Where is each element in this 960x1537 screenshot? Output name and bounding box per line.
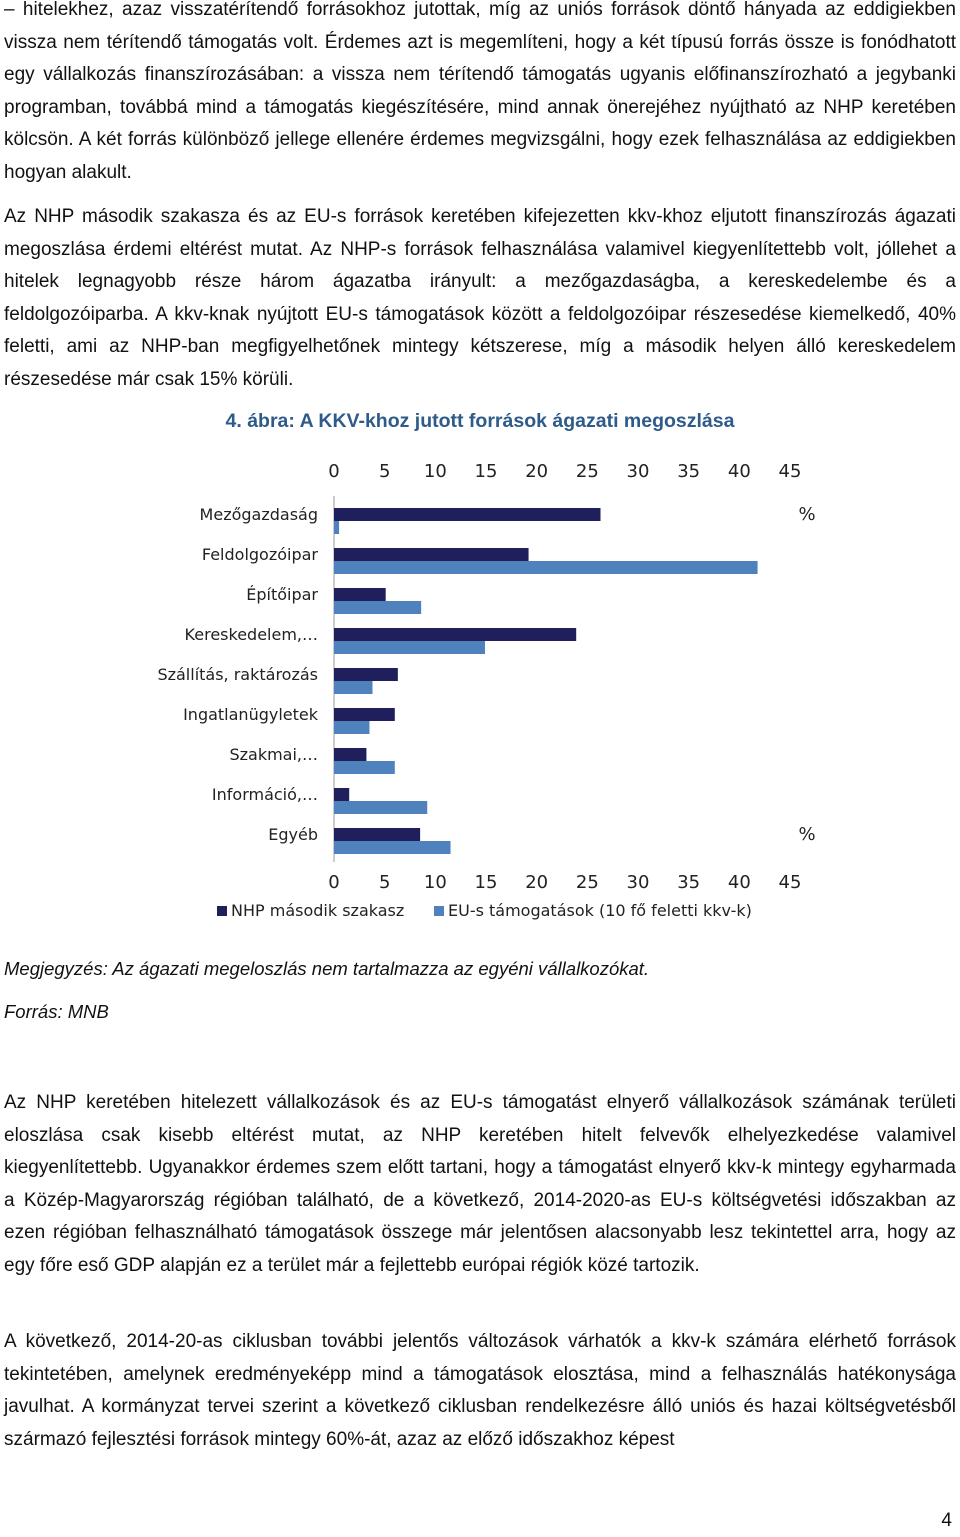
x-tick-label-bottom: 20 [525, 872, 549, 893]
bar-eu [334, 681, 373, 694]
paragraph-intro: – hitelekhez, azaz visszatérítendő forrásokhoz jutottak, míg az uniós források döntő hányada az eddigiekben vissza nem térítendő támogatás volt. Érdemes azt is megemlíteni, hogy a két típusú forrás össze is fonódhatott egy vállalkozás finanszírozásában: a vissza nem térítendő támogatás ugyanis előfinanszírozható a jegybanki programban, továbbá mind a támogatás kiegészítésére, mind annak önerejéhez nyújtható az NHP keretében kölcsön. A két forrás különböző jellege ellenére érdemes megvizsgálni, hogy ezek felhasználása az eddigiekben hogyan alakult. [4, 0, 956, 183]
x-tick-label-bottom: 5 [378, 872, 391, 893]
bar-nhp [334, 828, 420, 841]
category-label: Feldolgozóipar [201, 545, 318, 564]
x-tick-label-bottom: 25 [575, 872, 599, 893]
x-tick-label-top: 0 [328, 461, 340, 482]
legend-swatch [217, 906, 227, 916]
bar-eu [334, 761, 395, 774]
paragraph-regional-distribution: Az NHP keretében hitelezett vállalkozások és az EU-s támogatást elnyerő vállalkozások számának területi eloszlása csak kisebb eltérést mutat, az NHP keretében hitelt felvevők elhelyezkedése valamivel kiegyenlítettebb. Ugyanakkor érdemes szem előtt tartani, hogy a támogatást elnyerő kkv-k mintegy egyharmada a Közép-Magyarország régióban található, de a következő, 2014-2020-as EU-s költségvetési időszakban az ezen régióban felhasználható támogatások összege már jelentősen alacsonyabb lesz tekintettel arra, hogy az egy főre eső GDP alapján ez a terület már a fejlettebb európai régiók közé tartozik. [4, 1092, 956, 1276]
category-label: Mezőgazdaság [199, 505, 318, 524]
x-tick-label-top: 15 [474, 461, 498, 482]
x-tick-label-bottom: 30 [626, 872, 650, 893]
x-tick-label-bottom: 40 [727, 872, 751, 893]
category-label: Szállítás, raktározás [157, 665, 318, 684]
paragraph-sector-distribution: Az NHP második szakasza és az EU-s források keretében kifejezetten kkv-khoz eljutott finanszírozás ágazati megoszlása érdemi eltérést mutat. Az NHP-s források felhasználása valamivel kiegyenlítettebb volt, jóllehet a hitelek legnagyobb része három ágazatba irányult: a mezőgazdaságba, a kereskedelembe és a feldolgozóiparba. A kkv-knak nyújtott EU-s támogatások között a feldolgozóipar részesedése kiemelkedő, 40% feletti, ami az NHP-ban megfigyelhetőnek mintegy kétszerese, míg a második helyen álló kereskedelem részesedése már csak 15% körüli. [4, 206, 956, 390]
category-label: Egyéb [268, 825, 318, 844]
bar-nhp [334, 668, 398, 681]
page-number: 4 [941, 1510, 952, 1531]
unit-label-top: % [798, 504, 816, 525]
x-tick-label-top: 35 [677, 461, 701, 482]
x-tick-label-bottom: 15 [474, 872, 498, 893]
category-label: Építőipar [246, 585, 318, 604]
bar-nhp [334, 548, 529, 561]
x-tick-label-top: 25 [575, 461, 599, 482]
bar-eu [334, 641, 485, 654]
paragraph-next-cycle: A következő, 2014-20-as ciklusban további jelentős változások várhatók a kkv-k számára elérhető források tekintetében, amelynek eredményeképp mind a támogatások elosztása, mind a felhasználás hatékonysága javulhat. A kormányzat tervei szerint a következő ciklusban rendelkezésre álló uniós és hazai költségvetésből származó fejlesztési források mintegy 60%-át, azaz az előző időszakhoz képest [4, 1331, 956, 1450]
bar-nhp [334, 748, 366, 761]
bar-eu [334, 841, 451, 854]
bar-eu [334, 561, 758, 574]
bar-eu [334, 721, 369, 734]
figure-source: Forrás: MNB [4, 1001, 109, 1022]
bar-nhp [334, 708, 395, 721]
bar-eu [334, 521, 339, 534]
x-tick-label-top: 20 [525, 461, 549, 482]
x-tick-label-top: 40 [727, 461, 751, 482]
x-tick-label-top: 30 [626, 461, 650, 482]
category-label: Ingatlanügyletek [183, 705, 318, 724]
legend-label: EU-s támogatások (10 fő feletti kkv-k) [448, 901, 752, 920]
legend-swatch [434, 906, 444, 916]
category-label: Kereskedelem,… [184, 625, 318, 644]
sector-bar-chart [0, 450, 960, 940]
bar-nhp [334, 508, 601, 521]
bar-eu [334, 801, 427, 814]
figure-title: 4. ábra: A KKV-khoz jutott források ágazati megoszlása [225, 410, 735, 432]
bar-nhp [334, 788, 349, 801]
unit-label-bottom: % [798, 824, 816, 845]
x-tick-label-bottom: 10 [423, 872, 447, 893]
category-label: Információ,… [211, 785, 318, 804]
bar-nhp [334, 588, 386, 601]
bar-eu [334, 601, 421, 614]
category-label: Szakmai,… [229, 745, 318, 764]
x-tick-label-bottom: 0 [328, 872, 340, 893]
x-tick-label-bottom: 45 [778, 872, 802, 893]
bar-nhp [334, 628, 576, 641]
x-tick-label-top: 45 [778, 461, 802, 482]
figure-note: Megjegyzés: Az ágazati megeloszlás nem tartalmazza az egyéni vállalkozókat. [4, 958, 650, 979]
x-tick-label-bottom: 35 [677, 872, 701, 893]
legend-label: NHP második szakasz [231, 901, 405, 920]
x-tick-label-top: 5 [378, 461, 391, 482]
x-tick-label-top: 10 [423, 461, 447, 482]
